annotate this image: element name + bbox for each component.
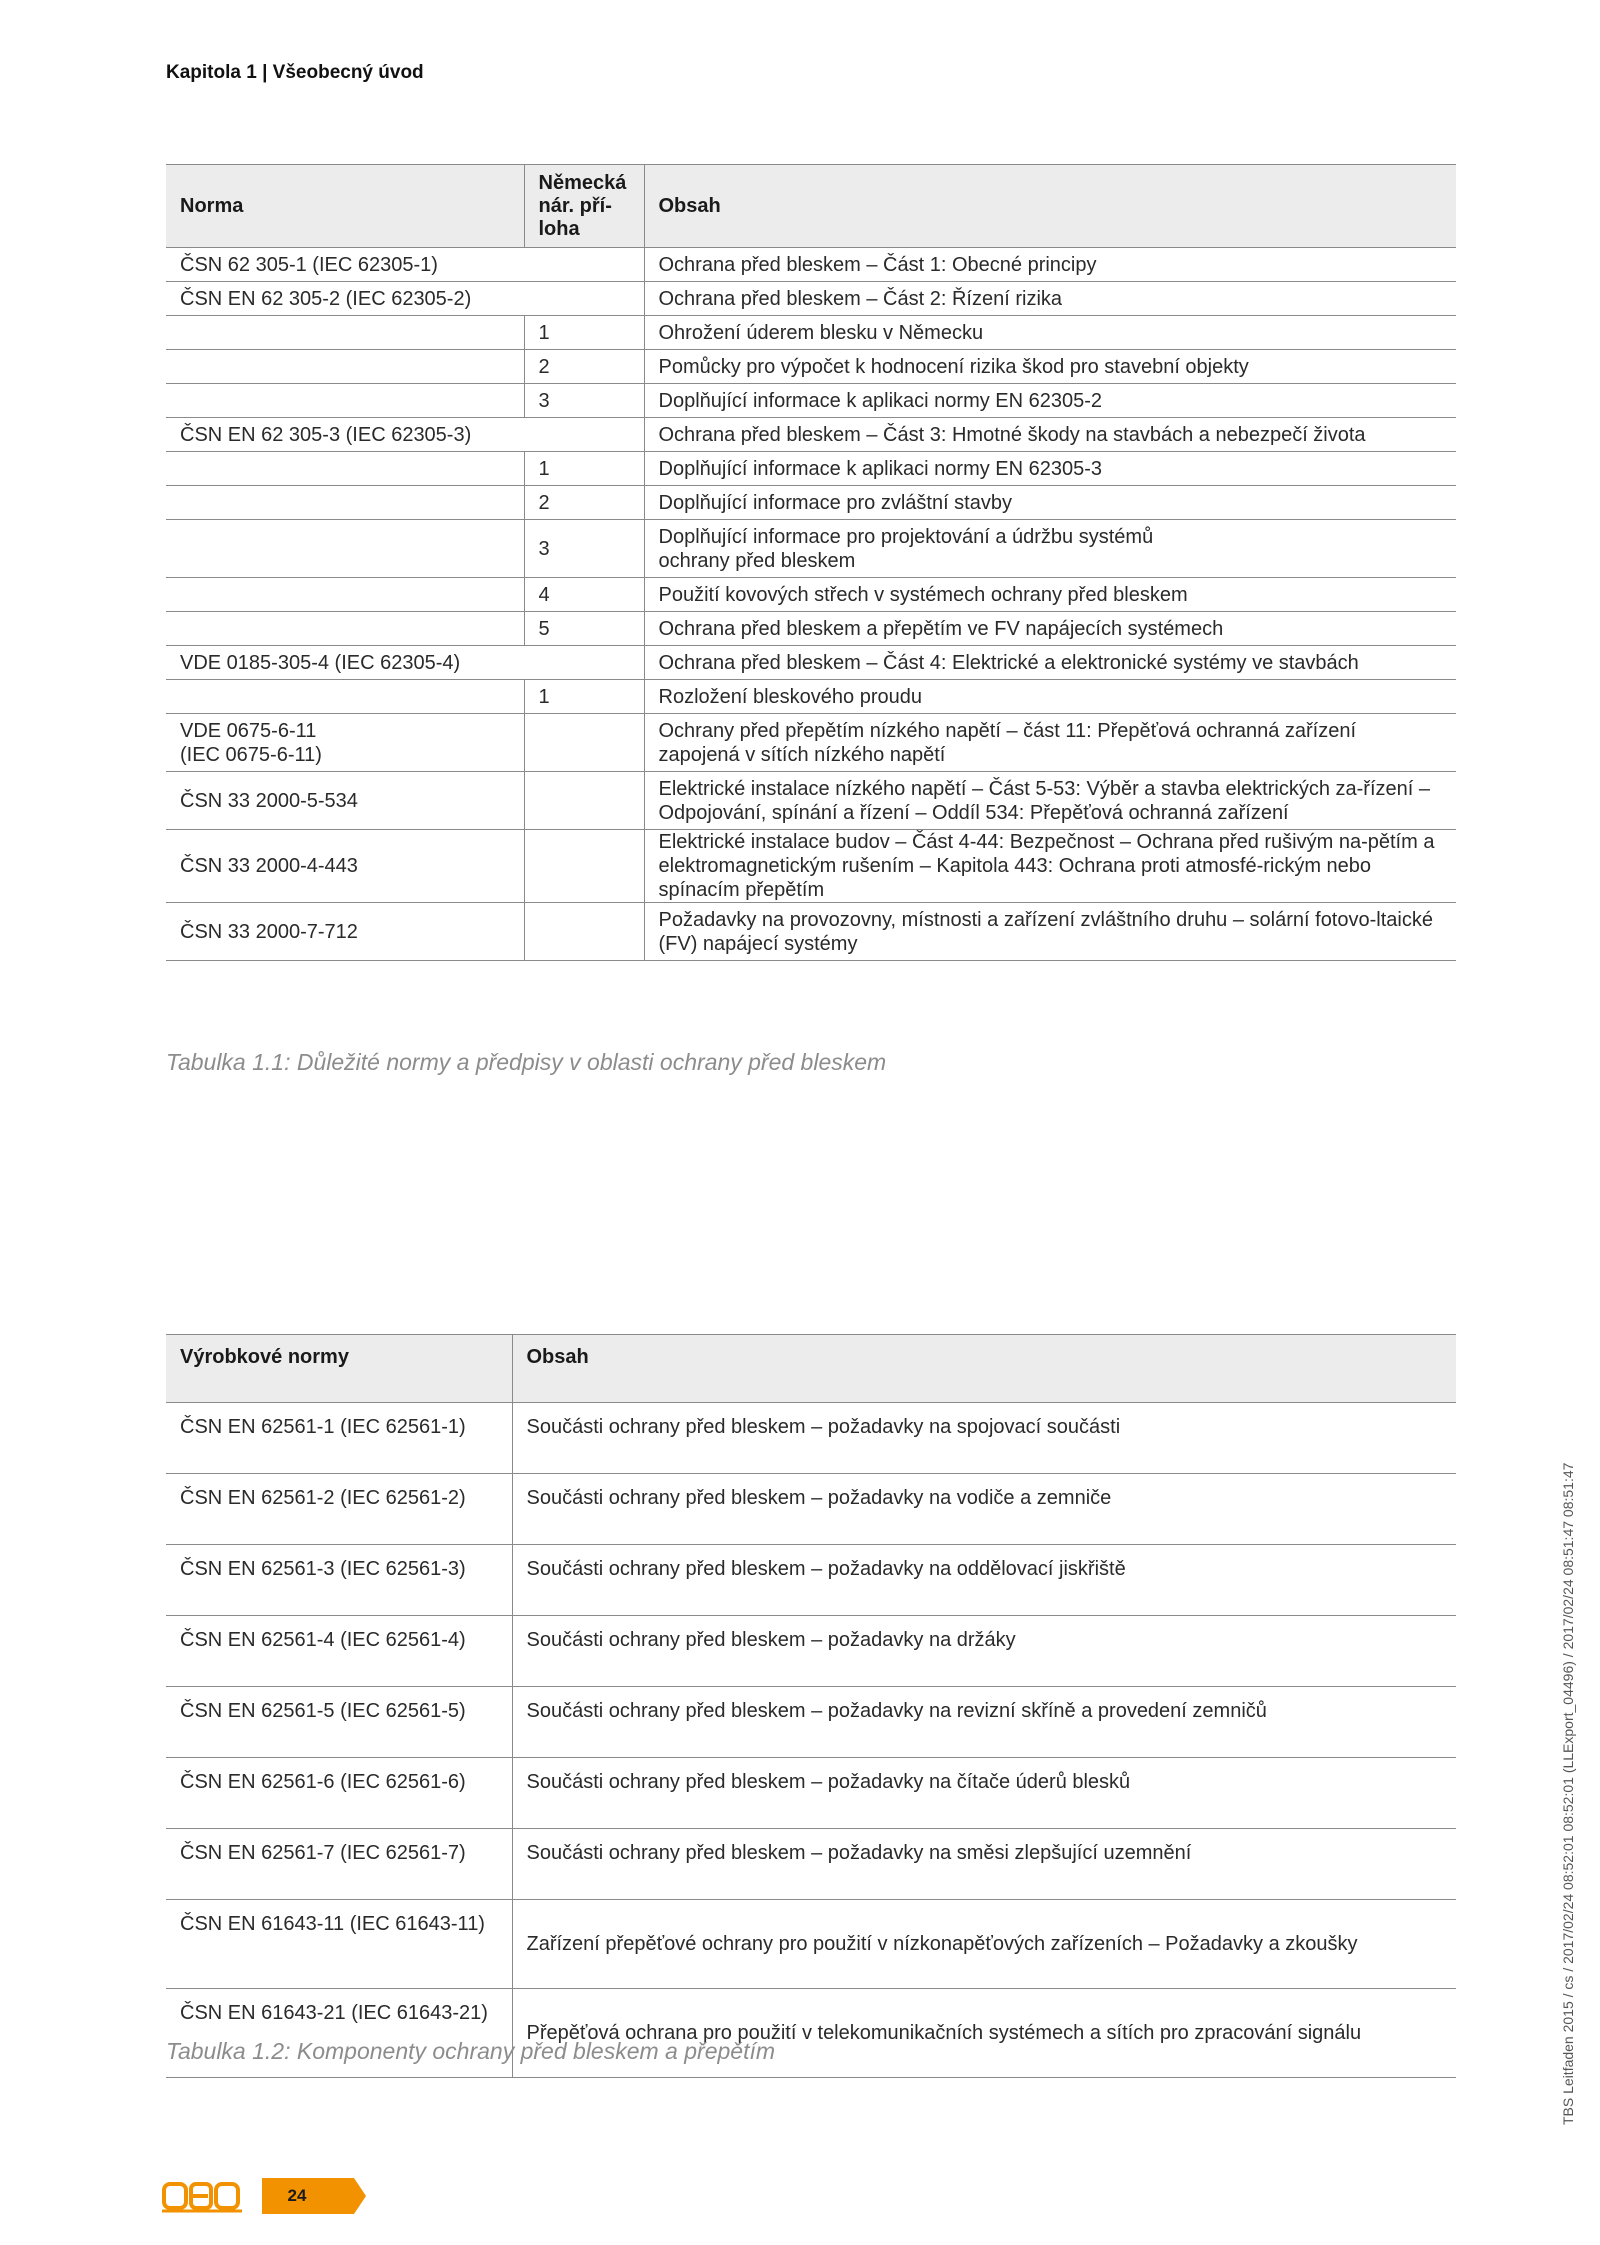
- table-row: [166, 1900, 1456, 1989]
- column-header-product-standards: Výrobkové normy: [166, 1335, 512, 1403]
- cell-standard: ČSN EN 62561-6 (IEC 62561-6): [166, 1758, 512, 1829]
- cell-obsah: Doplňující informace k aplikaci normy EN 62305-2: [644, 384, 1456, 418]
- cell-annex: [524, 903, 644, 961]
- table-row: [166, 248, 1456, 282]
- cell-obsah: Zařízení přepěťové ochrany pro použití v nízkonapěťových zařízeních – Požadavky a zkoušky: [512, 1900, 1456, 1989]
- table-row: [166, 1545, 1456, 1616]
- cell-standard: ČSN EN 62561-7 (IEC 62561-7): [166, 1829, 512, 1900]
- cell-obsah: Součásti ochrany před bleskem – požadavky na oddělovací jiskřiště: [512, 1545, 1456, 1616]
- cell-obsah: Doplňující informace pro projektování a údržbu systémů ochrany před bleskem: [644, 520, 1456, 578]
- product-standards-table: [166, 1334, 1456, 2078]
- cell-norma: ČSN 62 305-1 (IEC 62305-1): [166, 248, 644, 282]
- cell-obsah: Ochrana před bleskem – Část 1: Obecné principy: [644, 248, 1456, 282]
- cell-norma: ČSN EN 62 305-2 (IEC 62305-2): [166, 282, 644, 316]
- cell-annex: 3: [524, 520, 644, 578]
- table-row: [166, 452, 1456, 486]
- table-row: [166, 418, 1456, 452]
- cell-annex: 5: [524, 612, 644, 646]
- cell-obsah: Součásti ochrany před bleskem – požadavky na čítače úderů blesků: [512, 1758, 1456, 1829]
- cell-obsah: Elektrické instalace nízkého napětí – Část 5-53: Výběr a stavba elektrických za-řízení – Odpojování, spínání a řízení – Oddíl 534: Přepěťová ochranná zařízení: [644, 772, 1456, 830]
- cell-obsah: Ochrana před bleskem – Část 2: Řízení rizika: [644, 282, 1456, 316]
- cell-obsah: Použití kovových střech v systémech ochrany před bleskem: [644, 578, 1456, 612]
- cell-obsah: Elektrické instalace budov – Část 4-44: Bezpečnost – Ochrana před rušivým na-pětím a elektromagnetickým rušením – Kapitola 443: Ochrana proti atmosfé-rickým nebo spínacím přepětím: [644, 830, 1456, 903]
- cell-norma: [166, 578, 524, 612]
- cell-norma: [166, 316, 524, 350]
- cell-obsah: Součásti ochrany před bleskem – požadavky na revizní skříně a provedení zemničů: [512, 1687, 1456, 1758]
- cell-norma: ČSN 33 2000-7-712: [166, 903, 524, 961]
- table-row: [166, 486, 1456, 520]
- table-row: [166, 830, 1456, 903]
- cell-norma: [166, 520, 524, 578]
- table-header-row: [166, 165, 1456, 248]
- cell-standard: ČSN EN 61643-21 (IEC 61643-21): [166, 1989, 512, 2078]
- table-row: [166, 646, 1456, 680]
- table-row: [166, 578, 1456, 612]
- table-caption: Tabulka 1.2: Komponenty ochrany před bleskem a přepětím: [166, 2038, 776, 2064]
- table-row: [166, 1829, 1456, 1900]
- page-number-badge: [262, 2178, 366, 2214]
- column-header-norma: Norma: [166, 165, 524, 248]
- table-row: [166, 316, 1456, 350]
- table-row: [166, 1758, 1456, 1829]
- cell-standard: ČSN EN 62561-2 (IEC 62561-2): [166, 1474, 512, 1545]
- cell-obsah: Přepěťová ochrana pro použití v telekomunikačních systémech a sítích pro zpracování signálu: [512, 1989, 1456, 2078]
- cell-obsah: Ochrana před bleskem – Část 3: Hmotné škody na stavbách a nebezpečí života: [644, 418, 1456, 452]
- table-row: [166, 350, 1456, 384]
- cell-obsah: Součásti ochrany před bleskem – požadavky na vodiče a zemniče: [512, 1474, 1456, 1545]
- cell-norma: ČSN 33 2000-4-443: [166, 830, 524, 903]
- cell-annex: 1: [524, 680, 644, 714]
- cell-norma: [166, 350, 524, 384]
- column-header-obsah: Obsah: [512, 1335, 1456, 1403]
- column-header-annex: [524, 165, 644, 248]
- cell-norma: [166, 384, 524, 418]
- standards-table: [166, 164, 1456, 961]
- table-row: [166, 384, 1456, 418]
- cell-annex: 3: [524, 384, 644, 418]
- table-row: [166, 1687, 1456, 1758]
- cell-norma: VDE 0675-6-11 (IEC 0675-6-11): [166, 714, 524, 772]
- table-row: [166, 680, 1456, 714]
- cell-annex: [524, 714, 644, 772]
- obo-logo-icon: [162, 2178, 242, 2214]
- cell-obsah: Ochrany před přepětím nízkého napětí – část 11: Přepěťová ochranná zařízení zapojená v sítích nízkého napětí: [644, 714, 1456, 772]
- cell-obsah: Doplňující informace k aplikaci normy EN 62305-3: [644, 452, 1456, 486]
- table-row: [166, 612, 1456, 646]
- cell-obsah: Požadavky na provozovny, místnosti a zařízení zvláštního druhu – solární fotovo-ltaické (FV) napájecí systémy: [644, 903, 1456, 961]
- table-row: [166, 714, 1456, 772]
- cell-obsah: Ohrožení úderem blesku v Německu: [644, 316, 1456, 350]
- cell-norma: [166, 452, 524, 486]
- cell-annex: [524, 830, 644, 903]
- chapter-heading: Kapitola 1 | Všeobecný úvod: [166, 62, 424, 83]
- table-caption: Tabulka 1.1: Důležité normy a předpisy v oblasti ochrany před bleskem: [166, 1049, 887, 1075]
- cell-obsah: Součásti ochrany před bleskem – požadavky na směsi zlepšující uzemnění: [512, 1829, 1456, 1900]
- table-header-row: [166, 1335, 1456, 1403]
- cell-annex: 1: [524, 316, 644, 350]
- table-row: [166, 903, 1456, 961]
- cell-annex: 4: [524, 578, 644, 612]
- cell-norma: ČSN 33 2000-5-534: [166, 772, 524, 830]
- cell-annex: 2: [524, 486, 644, 520]
- cell-norma: [166, 612, 524, 646]
- table-row: [166, 1616, 1456, 1687]
- cell-norma: [166, 680, 524, 714]
- cell-norma: VDE 0185-305-4 (IEC 62305-4): [166, 646, 644, 680]
- column-header-annex-text: Německá nár. pří- loha: [538, 171, 627, 240]
- cell-obsah: Doplňující informace pro zvláštní stavby: [644, 486, 1456, 520]
- cell-obsah: Pomůcky pro výpočet k hodnocení rizika škod pro stavební objekty: [644, 350, 1456, 384]
- cell-standard: ČSN EN 62561-3 (IEC 62561-3): [166, 1545, 512, 1616]
- page-number: 24: [287, 2186, 307, 2205]
- print-metadata-sidebar: TBS Leitfaden 2015 / cs / 2017/02/24 08:52:01 08:52:01 (LLExport_04496) / 2017/02/24 08:51:47 08:51:47: [1560, 1462, 1576, 2125]
- cell-norma: [166, 486, 524, 520]
- cell-obsah: Součásti ochrany před bleskem – požadavky na držáky: [512, 1616, 1456, 1687]
- column-header-obsah: Obsah: [644, 165, 1456, 248]
- cell-annex: 2: [524, 350, 644, 384]
- table-row: [166, 520, 1456, 578]
- cell-standard: ČSN EN 62561-5 (IEC 62561-5): [166, 1687, 512, 1758]
- cell-standard: ČSN EN 62561-1 (IEC 62561-1): [166, 1403, 512, 1474]
- cell-obsah: Rozložení bleskového proudu: [644, 680, 1456, 714]
- table-row: [166, 1403, 1456, 1474]
- obo-logo: [162, 2178, 242, 2214]
- cell-annex: [524, 772, 644, 830]
- cell-standard: ČSN EN 61643-11 (IEC 61643-11): [166, 1900, 512, 1989]
- table-row: [166, 772, 1456, 830]
- cell-annex: 1: [524, 452, 644, 486]
- cell-obsah: Součásti ochrany před bleskem – požadavky na spojovací součásti: [512, 1403, 1456, 1474]
- table-row: [166, 282, 1456, 316]
- cell-standard: ČSN EN 62561-4 (IEC 62561-4): [166, 1616, 512, 1687]
- cell-obsah: Ochrana před bleskem a přepětím ve FV napájecích systémech: [644, 612, 1456, 646]
- table-row: [166, 1474, 1456, 1545]
- cell-norma: ČSN EN 62 305-3 (IEC 62305-3): [166, 418, 644, 452]
- cell-obsah: Ochrana před bleskem – Část 4: Elektrické a elektronické systémy ve stavbách: [644, 646, 1456, 680]
